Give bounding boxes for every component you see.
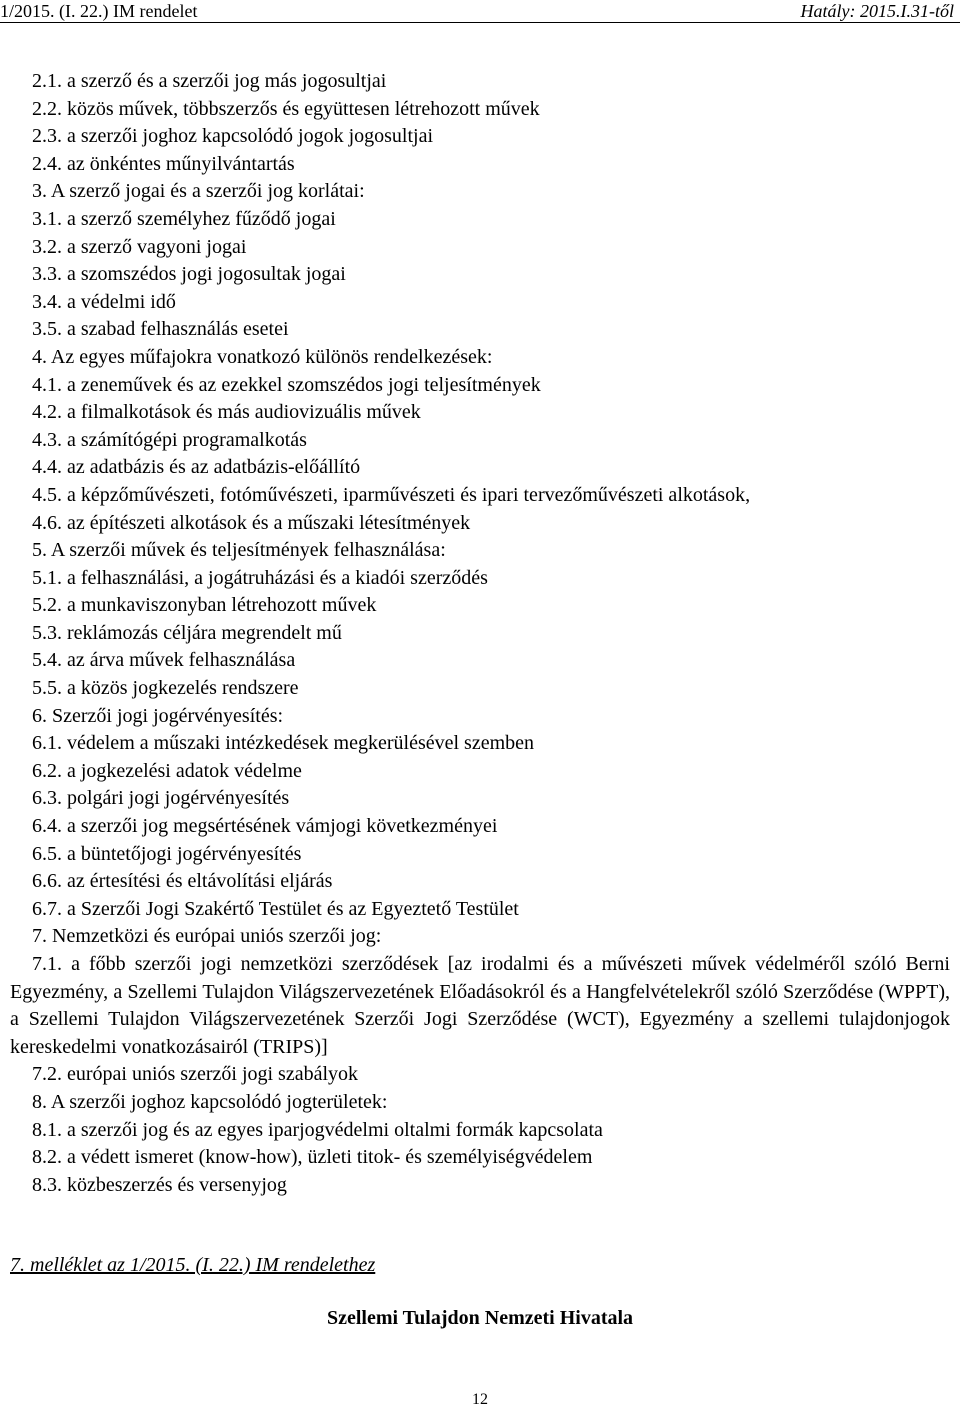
list-item: 4.5. a képzőművészeti, fotóművészeti, iparművészeti és ipari tervezőművészeti alkotások,	[32, 483, 751, 506]
list-item: 6.4. a szerzői jog megsértésének vámjogi következményei	[32, 815, 498, 838]
list-item: 3.3. a szomszédos jogi jogosultak jogai	[32, 263, 346, 286]
list-item: 2.1. a szerző és a szerzői jog más jogosultjai	[32, 70, 387, 92]
list-item: 8.1. a szerzői jog és az egyes iparjogvédelmi oltalmi formák kapcsolata	[32, 1118, 603, 1141]
list-item: 4.1. a zeneművek és az ezekkel szomszédos jogi teljesítmények	[32, 373, 541, 396]
list-item: 3.1. a szerző személyhez fűződő jogai	[32, 207, 336, 230]
page-number: 12	[472, 1391, 488, 1408]
list-item: 6.3. polgári jogi jogérvényesítés	[32, 787, 290, 810]
list-item: 4.2. a filmalkotások és más audiovizuális művek	[32, 401, 421, 424]
list-item: 2.3. a szerzői joghoz kapcsolódó jogok jogosultjai	[32, 125, 434, 148]
list-item: 4.3. a számítógépi programalkotás	[32, 428, 307, 451]
list-item: 2.2. közös művek, többszerzős és együttesen létrehozott művek	[32, 97, 540, 120]
list-item: 3.5. a szabad felhasználás esetei	[32, 318, 289, 341]
section-heading: 4. Az egyes műfajokra vonatkozó különös rendelkezések:	[32, 345, 493, 368]
list-item: 4.4. az adatbázis és az adatbázis-előállító	[32, 456, 361, 479]
page-header	[0, 0, 960, 23]
section-heading: 3. A szerző jogai és a szerzői jog korlátai:	[32, 180, 365, 203]
decree-reference: 1/2015. (I. 22.) IM rendelet	[0, 1, 198, 21]
list-item: 3.4. a védelmi idő	[32, 290, 176, 313]
list-item: 6.1. védelem a műszaki intézkedések megkerülésével szemben	[32, 732, 535, 755]
section-heading: 8. A szerzői joghoz kapcsolódó jogterületek:	[32, 1090, 388, 1113]
list-item: 6.2. a jogkezelési adatok védelme	[32, 759, 302, 782]
list-item: 8.2. a védett ismeret (know-how), üzleti titok- és személyiségvédelem	[32, 1146, 593, 1169]
list-item: 2.4. az önkéntes műnyilvántartás	[32, 152, 295, 175]
list-item: 5.2. a munkaviszonyban létrehozott művek	[32, 594, 377, 617]
list-item: 7.2. európai uniós szerzői jogi szabályok	[32, 1063, 359, 1086]
annex-title: 7. melléklet az 1/2015. (I. 22.) IM rendelethez	[10, 1254, 376, 1276]
section-heading: 5. A szerzői művek és teljesítmények felhasználása:	[32, 539, 446, 562]
list-item: 6.5. a büntetőjogi jogérvényesítés	[32, 842, 302, 865]
section-heading: 7. Nemzetközi és európai uniós szerzői jog:	[32, 925, 382, 948]
list-item: 5.4. az árva művek felhasználása	[32, 649, 296, 672]
list-item: 5.5. a közös jogkezelés rendszere	[32, 677, 299, 700]
list-item: 6.6. az értesítési és eltávolítási eljárás	[32, 870, 333, 893]
list-item: 4.6. az építészeti alkotások és a műszaki létesítmények	[32, 511, 471, 534]
list-item: 8.3. közbeszerzés és versenyjog	[32, 1173, 287, 1196]
treaties-paragraph: 7.1. a főbb szerzői jogi nemzetközi szerződések [az irodalmi és a művészeti művek védelméről szóló Berni Egyezmény, a Szellemi Tulajdon Világszervezetének Előadásokról és a Hangfelvételekről szóló Szerződése (WPPT), a Szellemi Tulajdon Világszervezetének Szerzői Jogi Szerződése (WCT), Egyezmény a szellemi tulajdonjogok kereskedelmi vonatkozásairól (TRIPS)]	[10, 953, 950, 1058]
list-item: 5.3. reklámozás céljára megrendelt mű	[32, 621, 342, 644]
list-item: 6.7. a Szerzői Jogi Szakértő Testület és az Egyeztető Testület	[32, 897, 519, 920]
list-item: 5.1. a felhasználási, a jogátruházási és a kiadói szerződés	[32, 566, 488, 589]
document-body	[0, 68, 960, 1199]
list-item: 3.2. a szerző vagyoni jogai	[32, 235, 247, 258]
agency-title: Szellemi Tulajdon Nemzeti Hivatala	[326, 1307, 634, 1329]
section-heading: 6. Szerzői jogi jogérvényesítés:	[32, 704, 284, 727]
effective-date: Hatály: 2015.I.31-től	[800, 1, 954, 21]
